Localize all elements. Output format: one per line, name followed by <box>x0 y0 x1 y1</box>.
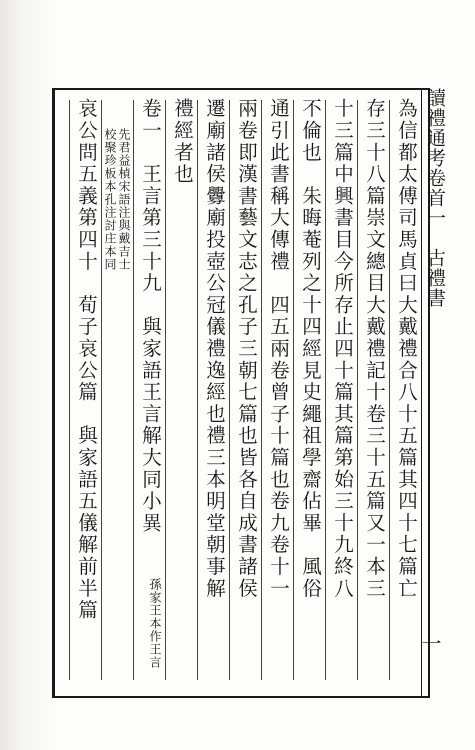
chapter-note: 與家語五儀解前半篇 <box>75 425 98 622</box>
column-rule <box>69 100 70 680</box>
page-shadow <box>0 0 60 750</box>
column-rule <box>293 100 294 680</box>
section-heading: 卷一 <box>139 98 162 142</box>
chapter-source: 荀子哀公篇 <box>75 294 98 404</box>
column-rule <box>165 100 166 680</box>
text-column-2: 存三十八篇崇文總目大戴禮記十卷三十五篇又一本三 <box>363 98 386 600</box>
section-column <box>137 98 163 534</box>
section-entry: 與家語王言解大同小異 <box>139 316 162 535</box>
text-column-8: 禮經者也 <box>171 98 194 186</box>
chapter-title: 哀公問五義第四十 <box>75 98 98 273</box>
section-note: 孫家王本作王言 <box>148 578 162 669</box>
page-spine <box>418 88 447 698</box>
text-column-3: 十三篇中興書目今所存止四十篇其篇第始三十九終八 <box>331 98 354 600</box>
text-column-last <box>73 98 99 621</box>
text-column-6: 兩卷即漢書藝文志之孔子三朝七篇也皆各自成書諸侯 <box>235 98 258 600</box>
column-rule <box>325 100 326 680</box>
note-line-2: 校聚珍板本孔注討庄本同 <box>103 128 117 271</box>
column-rule <box>197 100 198 680</box>
text-column-7: 遷廟諸侯釁廟投壺公冠儀禮逸經也禮三本明堂朝事解 <box>203 98 226 600</box>
text-column-1: 為信都太傅司馬貞曰大戴禮合八十五篇其四十七篇亡 <box>395 98 418 600</box>
text-column-4: 不倫也 朱晦菴列之十四經見史繩祖學齋佔畢 風俗 <box>299 98 322 600</box>
section-entry: 王言第三十九 <box>139 163 162 295</box>
page-number: 一 <box>418 633 442 653</box>
column-rule <box>357 100 358 680</box>
text-column-5: 通引此書稱大傳禮 四五兩卷曾子十篇也卷九卷十一 <box>267 98 290 600</box>
spine-title: 讀禮通考卷首一 古禮書 <box>424 88 446 308</box>
note-line-1: 先君益楨宋語注與戴吉士 <box>117 128 131 271</box>
column-rule <box>229 100 230 680</box>
column-rule <box>133 100 134 680</box>
column-rule <box>101 100 102 680</box>
column-rule <box>261 100 262 680</box>
column-rule <box>389 100 390 680</box>
